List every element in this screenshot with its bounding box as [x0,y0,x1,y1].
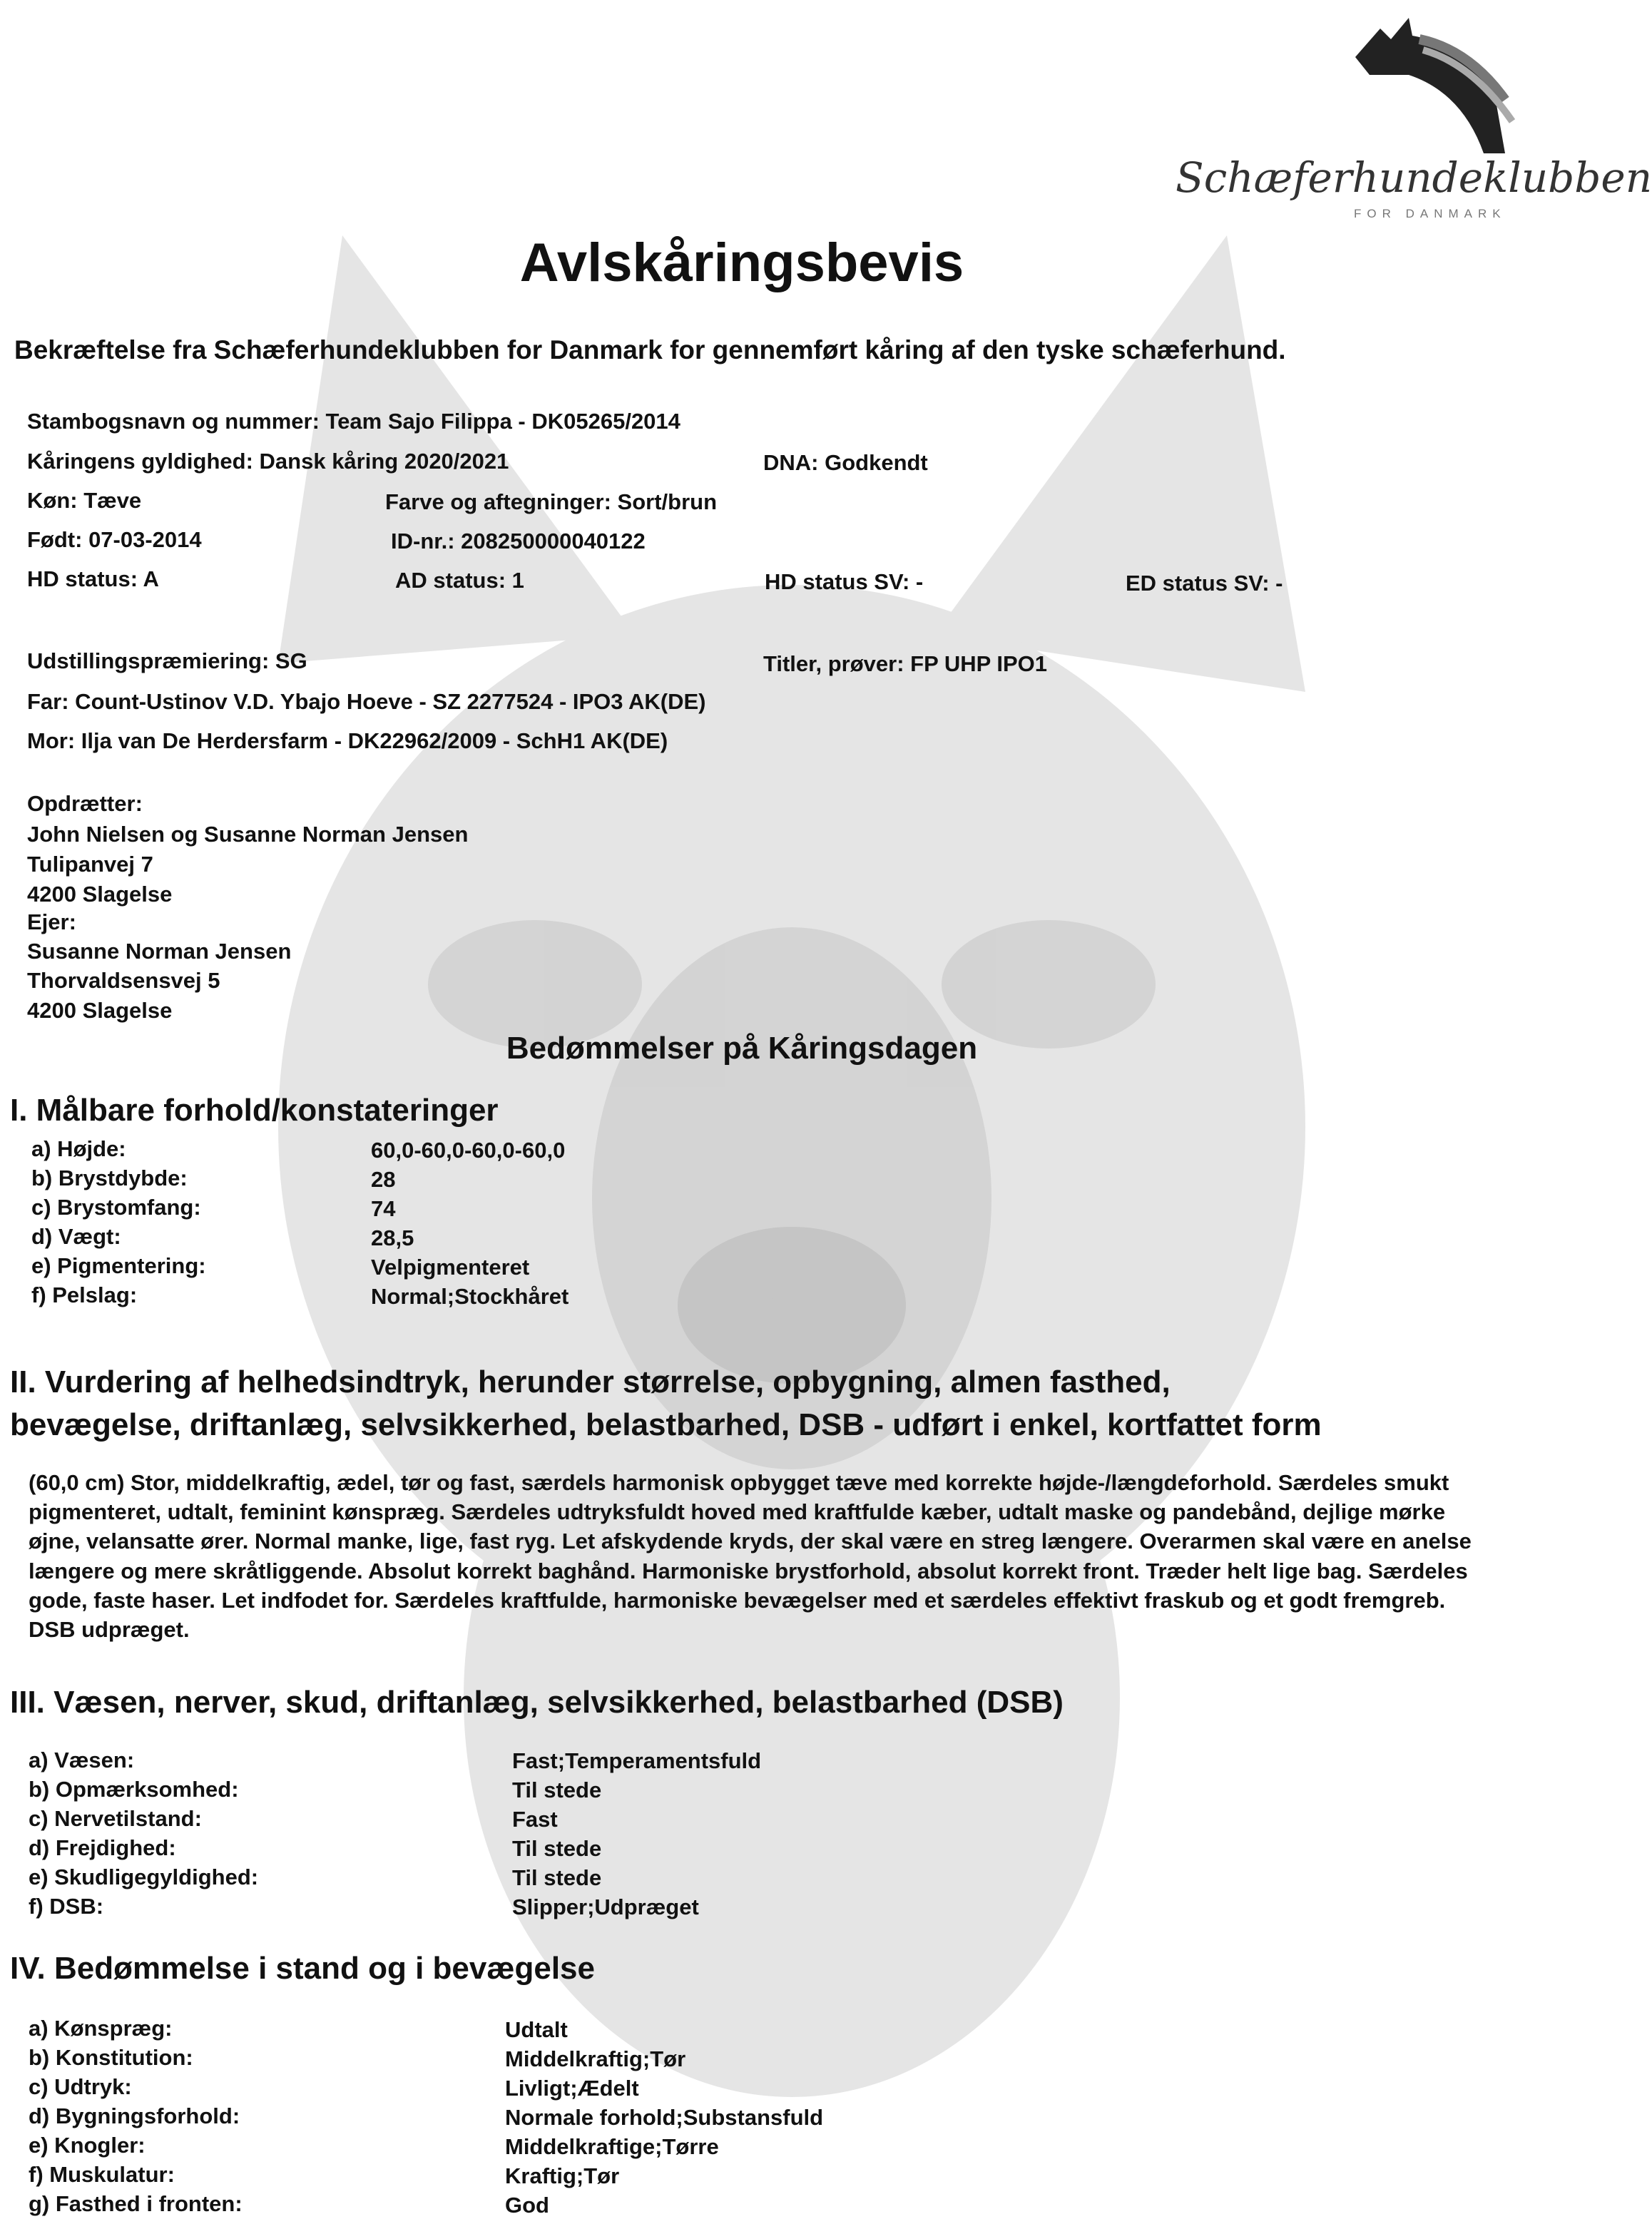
hd-status-sv: HD status SV: - [765,569,924,594]
stambog-line: Stambogsnavn og nummer: Team Sajo Filippa - DK05265/2014 [27,409,680,434]
hd-status: HD status: A [27,566,159,591]
s3-value-f: Slipper;Udpræget [512,1894,699,1919]
far-line: Far: Count-Ustinov V.D. Ybajo Hoeve - SZ 2277524 - IPO3 AK(DE) [27,689,706,714]
s3-value-a: Fast;Temperamentsfuld [512,1748,762,1773]
owner-street: Thorvaldsensvej 5 [27,968,220,993]
owner-city: 4200 Slagelse [27,998,173,1023]
document-subtitle: Bekræftelse fra Schæferhundeklubben for Danmark for gennemført kåring af den tyske schæferhund. [14,335,1286,364]
udstilling-line: Udstillingspræmiering: SG [27,648,307,673]
section3-heading: III. Væsen, nerver, skud, driftanlæg, selvsikkerhed, belastbarhed (DSB) [10,1685,1064,1720]
logo-text: Schæferhundeklubben [1176,153,1652,202]
document-title: Avlskåringsbevis [519,233,964,293]
s1-label-a: a) Højde: [31,1136,126,1161]
s1-label-d: d) Vægt: [31,1224,121,1249]
s4-value-g: God [505,2193,549,2218]
s1-label-b: b) Brystdybde: [31,1165,188,1190]
section1-heading: I. Målbare forhold/konstateringer [10,1093,499,1128]
owner-label: Ejer: [27,909,76,934]
s1-value-a: 60,0-60,0-60,0-60,0 [371,1138,566,1163]
s3-value-c: Fast [512,1807,558,1832]
ed-status-sv: ED status SV: - [1126,571,1283,596]
s3-label-b: b) Opmærksomhed: [29,1777,239,1802]
fodt-line: Født: 07-03-2014 [27,527,202,552]
mor-line: Mor: Ilja van De Herdersfarm - DK22962/2009 - SchH1 AK(DE) [27,728,668,753]
s1-value-b: 28 [371,1167,396,1192]
s4-value-c: Livligt;Ædelt [505,2076,639,2101]
section2-heading-line1: II. Vurdering af helhedsindtryk, herunder størrelse, opbygning, almen fasthed, [10,1365,1171,1399]
s4-value-e: Middelkraftige;Tørre [505,2134,719,2159]
id-line: ID-nr.: 208250000040122 [391,529,646,554]
section4-heading: IV. Bedømmelse i stand og i bevægelse [10,1951,595,1986]
ad-status: AD status: 1 [395,568,524,593]
s1-label-e: e) Pigmentering: [31,1253,206,1278]
owner-name: Susanne Norman Jensen [27,939,292,964]
farve-line: Farve og aftegninger: Sort/brun [385,489,718,514]
section2-heading-line2: bevægelse, driftanlæg, selvsikkerhed, belastbarhed, DSB - udført i enkel, kortfattet form [10,1407,1322,1442]
breeder-name: John Nielsen og Susanne Norman Jensen [27,822,469,847]
dna-line: DNA: Godkendt [763,450,928,475]
s3-label-a: a) Væsen: [29,1748,135,1773]
s4-label-g: g) Fasthed i fronten: [29,2191,243,2216]
s1-value-e: Velpigmenteret [371,1255,530,1280]
breeder-label: Opdrætter: [27,791,143,816]
breeder-street: Tulipanvej 7 [27,852,153,877]
s1-value-d: 28,5 [371,1225,414,1250]
breeder-city: 4200 Slagelse [27,882,173,907]
s4-value-f: Kraftig;Tør [505,2163,620,2188]
s4-label-a: a) Kønspræg: [29,2016,173,2041]
s3-label-e: e) Skudligegyldighed: [29,1865,259,1889]
s1-label-c: c) Brystomfang: [31,1195,201,1220]
logo-subtext: FOR DANMARK [1354,207,1506,220]
s3-label-c: c) Nervetilstand: [29,1806,202,1831]
s4-label-e: e) Knogler: [29,2133,146,2158]
s4-label-b: b) Konstitution: [29,2045,193,2070]
s1-label-f: f) Pelslag: [31,1282,138,1307]
s4-value-d: Normale forhold;Substansfuld [505,2105,824,2130]
section2-paragraph: (60,0 cm) Stor, middelkraftig, ædel, tør og fast, særdels harmonisk opbygget tæve med korrekte højde-/længdeforhold. Særdeles smukt pigmenteret, udtalt, feminint kønspræg. Særdeles udtryksfuldt hoved med kraftfulde kæber, udtalt maske og pandebånd, dejlige mørke øjne, velansatte ører. Normal manke, lige, fast ryg. Let afskydende kryds, der skal være en streg længere. Overarmen skal være en anelse længere og mere skråtliggende. Absolut korrekt baghånd. Harmoniske brystforhold, absolut korrekt front. Træder helt lige bag. Særdeles gode, faste haser. Let indfodet for. Særdeles kraftfulde, harmoniske bevægelser med et særdeles effektivt fraskub og et godt fremgreb. DSB udpræget. [29,1470,1472,1643]
s3-label-f: f) DSB: [29,1894,104,1919]
kon-line: Køn: Tæve [27,488,142,513]
s4-value-b: Middelkraftig;Tør [505,2046,686,2071]
titler-line: Titler, prøver: FP UHP IPO1 [763,651,1047,676]
s3-value-b: Til stede [512,1777,602,1802]
s4-label-f: f) Muskulatur: [29,2162,175,2187]
s3-value-e: Til stede [512,1865,602,1890]
s1-value-c: 74 [371,1196,396,1221]
s4-label-c: c) Udtryk: [29,2074,132,2099]
s1-value-f: Normal;Stockhåret [371,1284,569,1309]
dog-head-logo-icon [1341,7,1519,157]
s4-value-a: Udtalt [505,2017,568,2042]
s3-value-d: Til stede [512,1836,602,1861]
section-heading: Bedømmelser på Kåringsdagen [506,1031,978,1066]
gyldighed-line: Kåringens gyldighed: Dansk kåring 2020/2021 [27,449,509,474]
s3-label-d: d) Frejdighed: [29,1835,176,1860]
s4-label-d: d) Bygningsforhold: [29,2103,240,2128]
